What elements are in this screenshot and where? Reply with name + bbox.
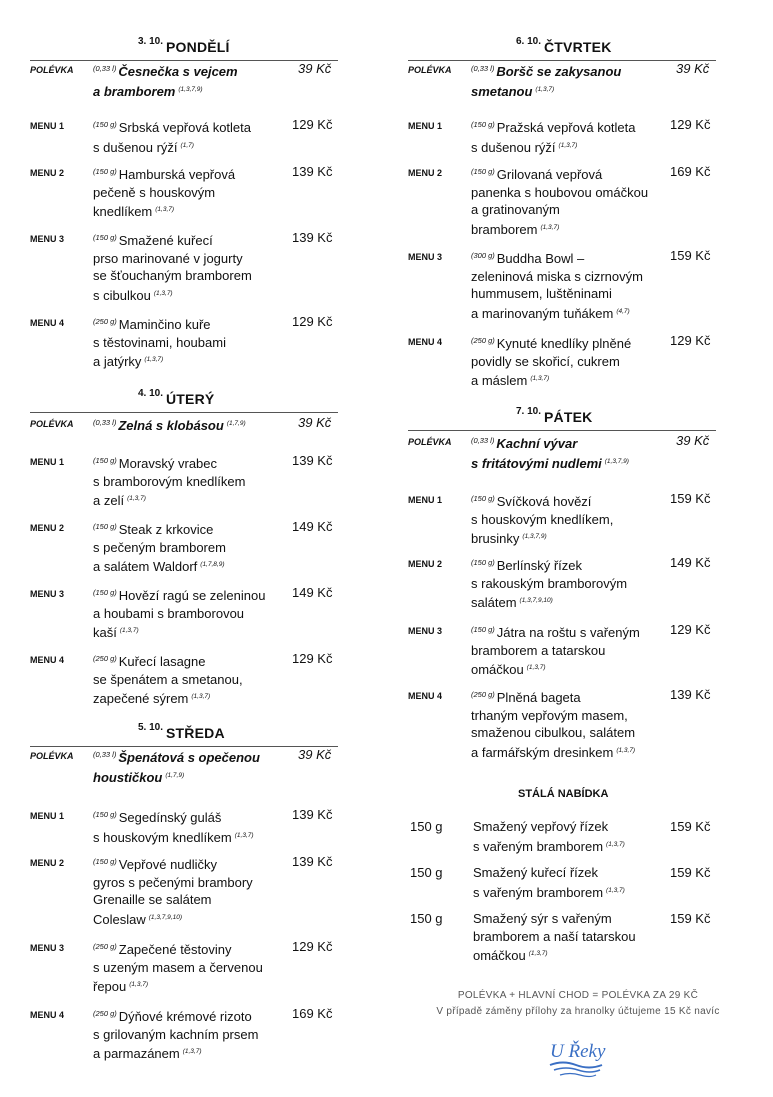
allergens: (1,3,7,9,10) xyxy=(519,597,553,604)
allergens: (1,7,9) xyxy=(165,771,185,779)
menu-label: MENU 2 xyxy=(30,858,65,868)
dish-line: Buddha Bowl – xyxy=(496,251,585,266)
allergens: (1,3,7) xyxy=(535,85,555,93)
footer-note-fries: V případě záměny přílohy za hranolky účtujeme 15 Kč navíc xyxy=(436,1006,720,1017)
dish-line: smetanou xyxy=(471,83,533,99)
dish-weight: (250 g) xyxy=(93,1009,117,1018)
allergens: (1,3,7) xyxy=(182,1048,202,1055)
dish-name xyxy=(93,452,273,510)
dish-line: Hovězí ragú se zeleninou xyxy=(118,588,266,603)
menu-price: 129 Kč xyxy=(670,622,711,637)
footer-note-soup: POLÉVKA + HLAVNÍ CHOD = POLÉVKA ZA 29 KČ xyxy=(457,990,699,1001)
allergens: (1,3,7) xyxy=(528,950,548,957)
dish-line: Berlínský řízek xyxy=(496,558,583,573)
soup-name xyxy=(471,60,651,100)
soup-price: 39 Kč xyxy=(298,61,332,76)
dish-line: s těstovinami, houbami xyxy=(93,334,226,350)
day-name: ČTVRTEK xyxy=(544,39,612,55)
dish-line: salátem xyxy=(471,595,517,610)
day-heading xyxy=(30,722,338,747)
dish-name xyxy=(471,554,651,612)
dish-line: a farmářským dresinkem xyxy=(471,744,614,760)
dish-weight: (250 g) xyxy=(93,942,117,951)
dish-weight: (150 g) xyxy=(93,120,117,129)
dish-line: s vařeným bramborem xyxy=(473,838,604,854)
soup-price: 39 Kč xyxy=(298,747,332,762)
day-heading xyxy=(30,36,338,61)
dish-line: Plněná bageta xyxy=(496,690,581,705)
dish-line: a máslem xyxy=(471,373,528,388)
dish-line: Hamburská vepřová xyxy=(118,167,236,182)
allergens: (1,7,9) xyxy=(226,420,246,427)
menu-price: 149 Kč xyxy=(292,585,333,600)
dish-line: a zelí xyxy=(93,493,125,508)
allergens: (1,7) xyxy=(180,141,194,149)
dish-line: zeleninová miska s cizrnovým xyxy=(471,268,643,284)
dish-line: a houbami s bramborovou xyxy=(93,605,245,621)
dish-name xyxy=(93,163,273,221)
allergens: (1,3,7) xyxy=(234,831,254,839)
dish-line: bramborem a tatarskou xyxy=(471,642,606,658)
menu-label: MENU 2 xyxy=(30,523,65,533)
soup-label: POLÉVKA xyxy=(408,65,452,75)
dish-weight: (0,33 l) xyxy=(93,750,117,759)
menu-price: 159 Kč xyxy=(670,248,711,263)
menu-price: 129 Kč xyxy=(292,651,333,666)
dish-line: Steak z krkovice xyxy=(118,522,214,537)
dish-line: Dýňové krémové rizoto xyxy=(118,1009,252,1024)
dish-line: zapečené sýrem xyxy=(93,691,189,706)
dish-line: prso marinované v jogurty xyxy=(93,250,243,266)
dish-line: Svíčková hovězí xyxy=(496,494,592,509)
permanent-price: 159 Kč xyxy=(670,911,711,926)
dish-line: s vařeným bramborem xyxy=(473,884,604,900)
dish-name xyxy=(471,490,651,548)
day-heading xyxy=(408,36,716,61)
dish-weight: (250 g) xyxy=(93,317,117,326)
dish-line: Smažený sýr s vařeným xyxy=(473,911,612,926)
permanent-price: 159 Kč xyxy=(670,819,711,834)
dish-name xyxy=(471,116,651,156)
dish-line: Grenaille se salátem xyxy=(93,892,212,907)
dish-line: a salátem Waldorf xyxy=(93,559,198,574)
dish-weight: (0,33 l) xyxy=(471,64,495,73)
menu-label: MENU 1 xyxy=(30,811,65,821)
dish-name xyxy=(93,938,273,996)
dish-weight: (150 g) xyxy=(471,558,495,567)
dish-line: s houskovým knedlíkem xyxy=(93,829,232,845)
menu-label: MENU 2 xyxy=(408,168,443,178)
dish-weight: (150 g) xyxy=(93,810,117,819)
dish-line: Grilovaná vepřová xyxy=(496,167,603,182)
menu-label: MENU 4 xyxy=(408,691,443,701)
dish-line: se šťouchaným bramborem xyxy=(93,268,252,283)
soup-name xyxy=(471,432,651,472)
menu-label: MENU 4 xyxy=(30,655,65,665)
dish-line: Smažený kuřecí řízek xyxy=(473,865,598,880)
permanent-weight: 150 g xyxy=(410,865,443,880)
permanent-weight: 150 g xyxy=(410,911,443,926)
dish-line: s pečeným bramborem xyxy=(93,539,226,555)
dish-weight: (250 g) xyxy=(93,654,117,663)
allergens: (1,3,7) xyxy=(127,495,146,502)
menu-price: 149 Kč xyxy=(292,519,333,534)
dish-line: řepou xyxy=(93,979,127,994)
menu-label: MENU 4 xyxy=(30,318,65,328)
dish-line: pečeně s houskovým xyxy=(93,184,216,200)
dish-line: a bramborem xyxy=(93,83,176,99)
day-name: PONDĚLÍ xyxy=(166,39,230,55)
allergens: (1,3,7,9,10) xyxy=(148,913,182,921)
allergens: (1,3,7) xyxy=(144,356,164,363)
permanent-weight: 150 g xyxy=(410,819,443,834)
dish-name xyxy=(93,116,273,156)
menu-label: MENU 3 xyxy=(408,252,443,262)
day-date: 4. 10. xyxy=(138,388,164,399)
menu-price: 139 Kč xyxy=(292,854,333,869)
dish-weight: (0,33 l) xyxy=(93,418,117,427)
menu-price: 129 Kč xyxy=(292,939,333,954)
dish-line: trhaným vepřovým masem, xyxy=(471,707,628,723)
menu-label: MENU 2 xyxy=(30,168,65,178)
dish-line: omáčkou xyxy=(473,948,526,963)
dish-line: povidly se skořicí, cukrem xyxy=(471,353,620,369)
dish-line: Boršč se zakysanou xyxy=(496,64,622,79)
dish-line: Pražská vepřová kotleta xyxy=(496,120,636,135)
dish-line: s grilovaným kachním prsem xyxy=(93,1026,259,1042)
dish-line: Kynuté knedlíky plněné xyxy=(496,336,632,351)
dish-line: Smažený vepřový řízek xyxy=(473,819,609,834)
menu-price: 139 Kč xyxy=(670,687,711,702)
dish-name xyxy=(93,584,273,642)
menu-price: 159 Kč xyxy=(670,491,711,506)
dish-line: Segedínský guláš xyxy=(118,810,222,825)
permanent-offer-title: STÁLÁ NABÍDKA xyxy=(518,788,609,800)
dish-line: Maminčino kuře xyxy=(118,317,211,332)
menu-label: MENU 1 xyxy=(30,457,65,467)
soup-label: POLÉVKA xyxy=(30,419,74,429)
day-date: 3. 10. xyxy=(138,36,164,47)
dish-line: gyros s pečenými brambory xyxy=(93,874,253,890)
allergens: (1,7,8,9) xyxy=(200,561,225,568)
dish-weight: (0,33 l) xyxy=(471,436,495,445)
dish-line: s rakouským bramborovým xyxy=(471,575,628,591)
menu-label: MENU 4 xyxy=(30,1010,65,1020)
allergens: (1,3,7) xyxy=(606,840,625,848)
permanent-name xyxy=(473,910,653,965)
menu-label: MENU 1 xyxy=(408,121,443,131)
dish-weight: (300 g) xyxy=(471,251,495,260)
permanent-price: 159 Kč xyxy=(670,865,711,880)
menu-label: MENU 3 xyxy=(30,943,65,953)
dish-line: panenka s houbovou omáčkou xyxy=(471,184,649,200)
dish-weight: (150 g) xyxy=(93,456,117,465)
allergens: (1,3,7) xyxy=(153,289,173,297)
menu-label: MENU 1 xyxy=(408,495,443,505)
allergens: (4,7) xyxy=(616,307,630,315)
menu-label: MENU 1 xyxy=(30,121,65,131)
allergens: (1,3,7,9) xyxy=(522,533,547,540)
dish-weight: (250 g) xyxy=(471,690,495,699)
dish-line: smaženou cibulkou, salátem xyxy=(471,725,636,740)
dish-line: Srbská vepřová kotleta xyxy=(118,120,251,135)
dish-line: a gratinovaným xyxy=(471,202,560,217)
soup-price: 39 Kč xyxy=(298,415,332,430)
dish-line: s fritátovými nudlemi xyxy=(471,455,602,471)
allergens: (1,3,7) xyxy=(155,206,175,213)
dish-line: houstičkou xyxy=(93,769,163,785)
dish-line: Moravský vrabec xyxy=(118,456,218,471)
dish-name xyxy=(93,1005,273,1063)
dish-weight: (150 g) xyxy=(93,167,117,176)
dish-name xyxy=(93,229,273,304)
dish-weight: (250 g) xyxy=(471,336,495,345)
dish-weight: (150 g) xyxy=(93,588,117,597)
dish-line: Kachní vývar xyxy=(496,436,578,451)
dish-line: se špenátem a smetanou, xyxy=(93,671,243,687)
dish-line: s cibulkou xyxy=(93,287,151,303)
day-name: STŘEDA xyxy=(166,725,225,741)
dish-weight: (150 g) xyxy=(471,120,495,129)
allergens: (1,3,7) xyxy=(606,886,625,894)
menu-label: MENU 3 xyxy=(30,234,65,244)
dish-name xyxy=(93,518,273,576)
dish-name xyxy=(471,621,651,679)
dish-line: brusinky xyxy=(471,531,520,546)
day-date: 6. 10. xyxy=(516,36,542,47)
dish-line: Játra na roštu s vařeným xyxy=(496,625,640,640)
dish-weight: (150 g) xyxy=(471,494,495,503)
day-date: 5. 10. xyxy=(138,722,164,733)
menu-price: 169 Kč xyxy=(670,164,711,179)
menu-price: 139 Kč xyxy=(292,164,333,179)
dish-weight: (0,33 l) xyxy=(93,64,117,73)
day-header xyxy=(30,388,338,413)
dish-weight: (150 g) xyxy=(93,522,117,531)
menu-label: MENU 3 xyxy=(30,589,65,599)
dish-name xyxy=(93,806,273,846)
day-header xyxy=(408,36,716,61)
soup-price: 39 Kč xyxy=(676,433,710,448)
menu-price: 139 Kč xyxy=(292,453,333,468)
soup-name xyxy=(93,60,273,100)
dish-weight: (150 g) xyxy=(93,857,117,866)
svg-text:U Řeky: U Řeky xyxy=(550,1041,606,1062)
dish-line: s dušenou rýží xyxy=(93,139,178,155)
dish-line: Smažené kuřecí xyxy=(118,233,213,248)
dish-line: Špenátová s opečenou xyxy=(118,750,260,765)
menu-price: 139 Kč xyxy=(292,230,333,245)
allergens: (1,3,7) xyxy=(191,693,211,700)
allergens: (1,3,7) xyxy=(616,746,636,754)
restaurant-logo xyxy=(546,1035,606,1079)
day-name: PÁTEK xyxy=(544,409,593,425)
dish-line: knedlíkem xyxy=(93,204,153,219)
soup-price: 39 Kč xyxy=(676,61,710,76)
allergens: (1,3,7) xyxy=(119,627,139,634)
allergens: (1,3,7,9) xyxy=(178,85,203,93)
dish-line: Coleslaw xyxy=(93,911,146,927)
dish-name xyxy=(471,332,651,390)
dish-line: Česnečka s vejcem xyxy=(118,64,238,79)
day-heading xyxy=(30,388,338,413)
allergens: (1,3,7) xyxy=(129,981,149,988)
soup-label: POLÉVKA xyxy=(30,751,74,761)
allergens: (1,3,7) xyxy=(558,141,578,149)
menu-price: 129 Kč xyxy=(670,117,711,132)
dish-name xyxy=(93,313,273,371)
soup-label: POLÉVKA xyxy=(408,437,452,447)
allergens: (1,3,7) xyxy=(526,664,546,671)
allergens: (1,3,7) xyxy=(540,223,560,231)
dish-line: kaší xyxy=(93,625,117,640)
dish-line: Kuřecí lasagne xyxy=(118,654,206,669)
dish-line: Vepřové nudličky xyxy=(118,857,218,872)
menu-label: MENU 4 xyxy=(408,337,443,347)
dish-line: Zelná s klobásou xyxy=(118,418,224,433)
menu-price: 169 Kč xyxy=(292,1006,333,1021)
dish-line: a marinovaným tuňákem xyxy=(471,305,614,321)
day-header xyxy=(408,406,716,431)
dish-line: omáčkou xyxy=(471,662,524,677)
permanent-name xyxy=(473,818,653,855)
day-header xyxy=(30,722,338,747)
day-name: ÚTERÝ xyxy=(166,391,215,407)
menu-price: 129 Kč xyxy=(670,333,711,348)
dish-weight: (150 g) xyxy=(93,233,117,242)
dish-line: bramborem xyxy=(471,221,538,237)
dish-weight: (150 g) xyxy=(471,167,495,176)
dish-line: a jatýrky xyxy=(93,354,142,369)
day-header xyxy=(30,36,338,61)
dish-line: s dušenou rýží xyxy=(471,139,556,155)
dish-name xyxy=(471,686,651,761)
menu-label: MENU 3 xyxy=(408,626,443,636)
menu-price: 129 Kč xyxy=(292,117,333,132)
menu-price: 129 Kč xyxy=(292,314,333,329)
dish-line: Zapečené těstoviny xyxy=(118,942,232,957)
dish-line: s uzeným masem a červenou xyxy=(93,959,263,975)
soup-name xyxy=(93,414,273,435)
dish-line: s bramborovým knedlíkem xyxy=(93,473,246,489)
allergens: (1,3,7) xyxy=(530,375,550,382)
permanent-name xyxy=(473,864,653,901)
menu-label: MENU 2 xyxy=(408,559,443,569)
day-heading xyxy=(408,406,716,431)
dish-weight: (150 g) xyxy=(471,625,495,634)
soup-label: POLÉVKA xyxy=(30,65,74,75)
menu-price: 149 Kč xyxy=(670,555,711,570)
day-date: 7. 10. xyxy=(516,406,542,417)
soup-name xyxy=(93,746,273,786)
dish-name xyxy=(93,650,273,708)
dish-name xyxy=(93,853,273,928)
dish-line: hummusem, luštěninami xyxy=(471,286,612,301)
dish-line: a parmazánem xyxy=(93,1046,180,1061)
dish-name xyxy=(471,163,651,238)
dish-line: s houskovým knedlíkem, xyxy=(471,511,614,527)
menu-price: 139 Kč xyxy=(292,807,333,822)
dish-line: bramborem a naší tatarskou xyxy=(473,928,636,944)
dish-name xyxy=(471,247,651,322)
allergens: (1,3,7,9) xyxy=(604,457,629,465)
